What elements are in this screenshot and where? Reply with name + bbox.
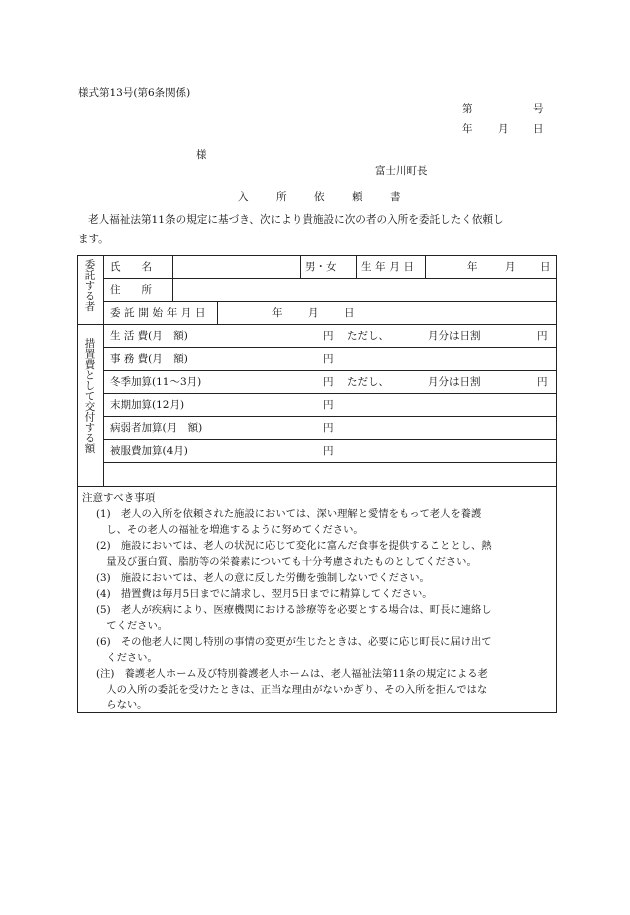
note-line: (2) 施設においては、老人の状況に応じて変化に富んだ食事を提供することとし、熱 [96,540,492,552]
note-line: (注) 養護老人ホーム及び特別養護老人ホームは、老人福祉法第11条の規定による老 [96,668,488,680]
costs-side-label: 措置費として交付する額 [83,338,96,454]
document-number-prefix: 第 [462,103,473,115]
cost-row-label: 病弱者加算(月 額) [110,422,203,434]
note-line: (6) その他老人に関し特別の事情の変更が生じたときは、必要に応じ町長に届け出て [96,636,492,648]
birth-day-label: 日 [540,261,551,273]
start-day-label: 日 [344,307,355,319]
cost-row-unit: 円 [323,399,334,411]
note-line: (3) 施設においては、老人の意に反した労働を強制しないでください。 [96,572,430,584]
name-label: 氏 名 [110,261,152,273]
start-year-label: 年 [272,307,283,319]
cost-row-note: ただし、 [347,376,389,388]
col-divider [217,301,218,324]
section-divider-entrust [77,324,557,325]
title-char-3: 依 [314,191,325,203]
col-divider [425,255,426,278]
address-field[interactable] [179,285,549,297]
entrust-side-label: 委託する者 [83,259,96,312]
note-line: ください。 [96,652,158,664]
start-date-label: 委託開始年月日 [110,307,210,319]
form-number-label: 様式第13号(第6条関係) [78,87,191,99]
title-char-4: 頼 [352,191,363,203]
title-char-5: 書 [390,191,401,203]
address-label: 住 所 [110,284,152,296]
row-divider [103,347,557,348]
cost-row-label: 被服費加算(4月) [110,445,188,457]
name-field[interactable] [179,262,297,274]
date-year-label: 年 [462,123,473,135]
row-divider [103,416,557,417]
cost-row-unit: 円 [323,422,334,434]
row-divider [103,393,557,394]
note-line: し、その老人の福祉を増進するように努めてください。 [96,524,364,536]
sex-label: 男・女 [305,261,337,273]
cost-row-label: 生 活 費(月 額) [110,330,188,342]
addressee-suffix: 様 [196,149,207,161]
cost-row-unit-2: 円 [537,330,548,342]
start-month-label: 月 [308,307,319,319]
cost-row-label: 冬季加算(11〜3月) [110,376,202,388]
cost-row-note: ただし、 [347,330,389,342]
section-divider-notes [77,486,557,487]
row-divider [103,462,557,463]
cost-row-label: 事 務 費(月 額) [110,353,188,365]
cost-row-note-2: 月分は日割 [428,376,481,388]
note-line: 量及び蛋白質、脂肪等の栄養素についても十分考慮されたものとしてください。 [96,556,477,568]
birth-month-label: 月 [505,261,516,273]
note-line: 人の入所の委託を受けたときは、正当な理由がないかぎり、その入所を拒んではな [96,684,488,696]
row-divider [103,439,557,440]
note-line: てください。 [96,620,169,632]
birth-date-label: 生年月日 [361,261,418,273]
document-number-suffix: 号 [533,103,544,115]
title-char-1: 入 [238,191,249,203]
notes-heading: 注意すべき事項 [82,492,156,504]
note-line: (1) 老人の入所を依頼された施設においては、深い理解と愛情をもって老人を養護 [96,508,482,520]
intro-text-line-1: 老人福祉法第11条の規定に基づき、次により貴施設に次の者の入所を委託したく依頼し [88,214,504,226]
date-day-label: 日 [533,123,544,135]
sender-name: 富士川町長 [375,165,428,177]
cost-row-unit: 円 [323,445,334,457]
date-month-label: 月 [498,123,509,135]
cost-row-unit: 円 [323,353,334,365]
col-divider [300,255,301,278]
cost-row-unit: 円 [323,330,334,342]
col-divider [356,255,357,278]
title-char-2: 所 [276,191,287,203]
note-line: (5) 老人が疾病により、医療機関における診療等を必要とする場合は、町長に連絡し [96,604,492,616]
col-divider [172,255,173,301]
row-divider [103,301,557,302]
note-line: (4) 措置費は毎月5日までに請求し、翌月5日までに精算してください。 [96,588,433,600]
cost-row-unit-2: 円 [537,376,548,388]
cost-row-label: 末期加算(12月) [110,399,185,411]
intro-text-line-2: ます。 [78,233,109,245]
cost-row-note-2: 月分は日割 [428,330,481,342]
cost-row-unit: 円 [323,376,334,388]
birth-year-label: 年 [467,261,478,273]
row-divider [103,370,557,371]
note-line: らない。 [96,699,148,711]
